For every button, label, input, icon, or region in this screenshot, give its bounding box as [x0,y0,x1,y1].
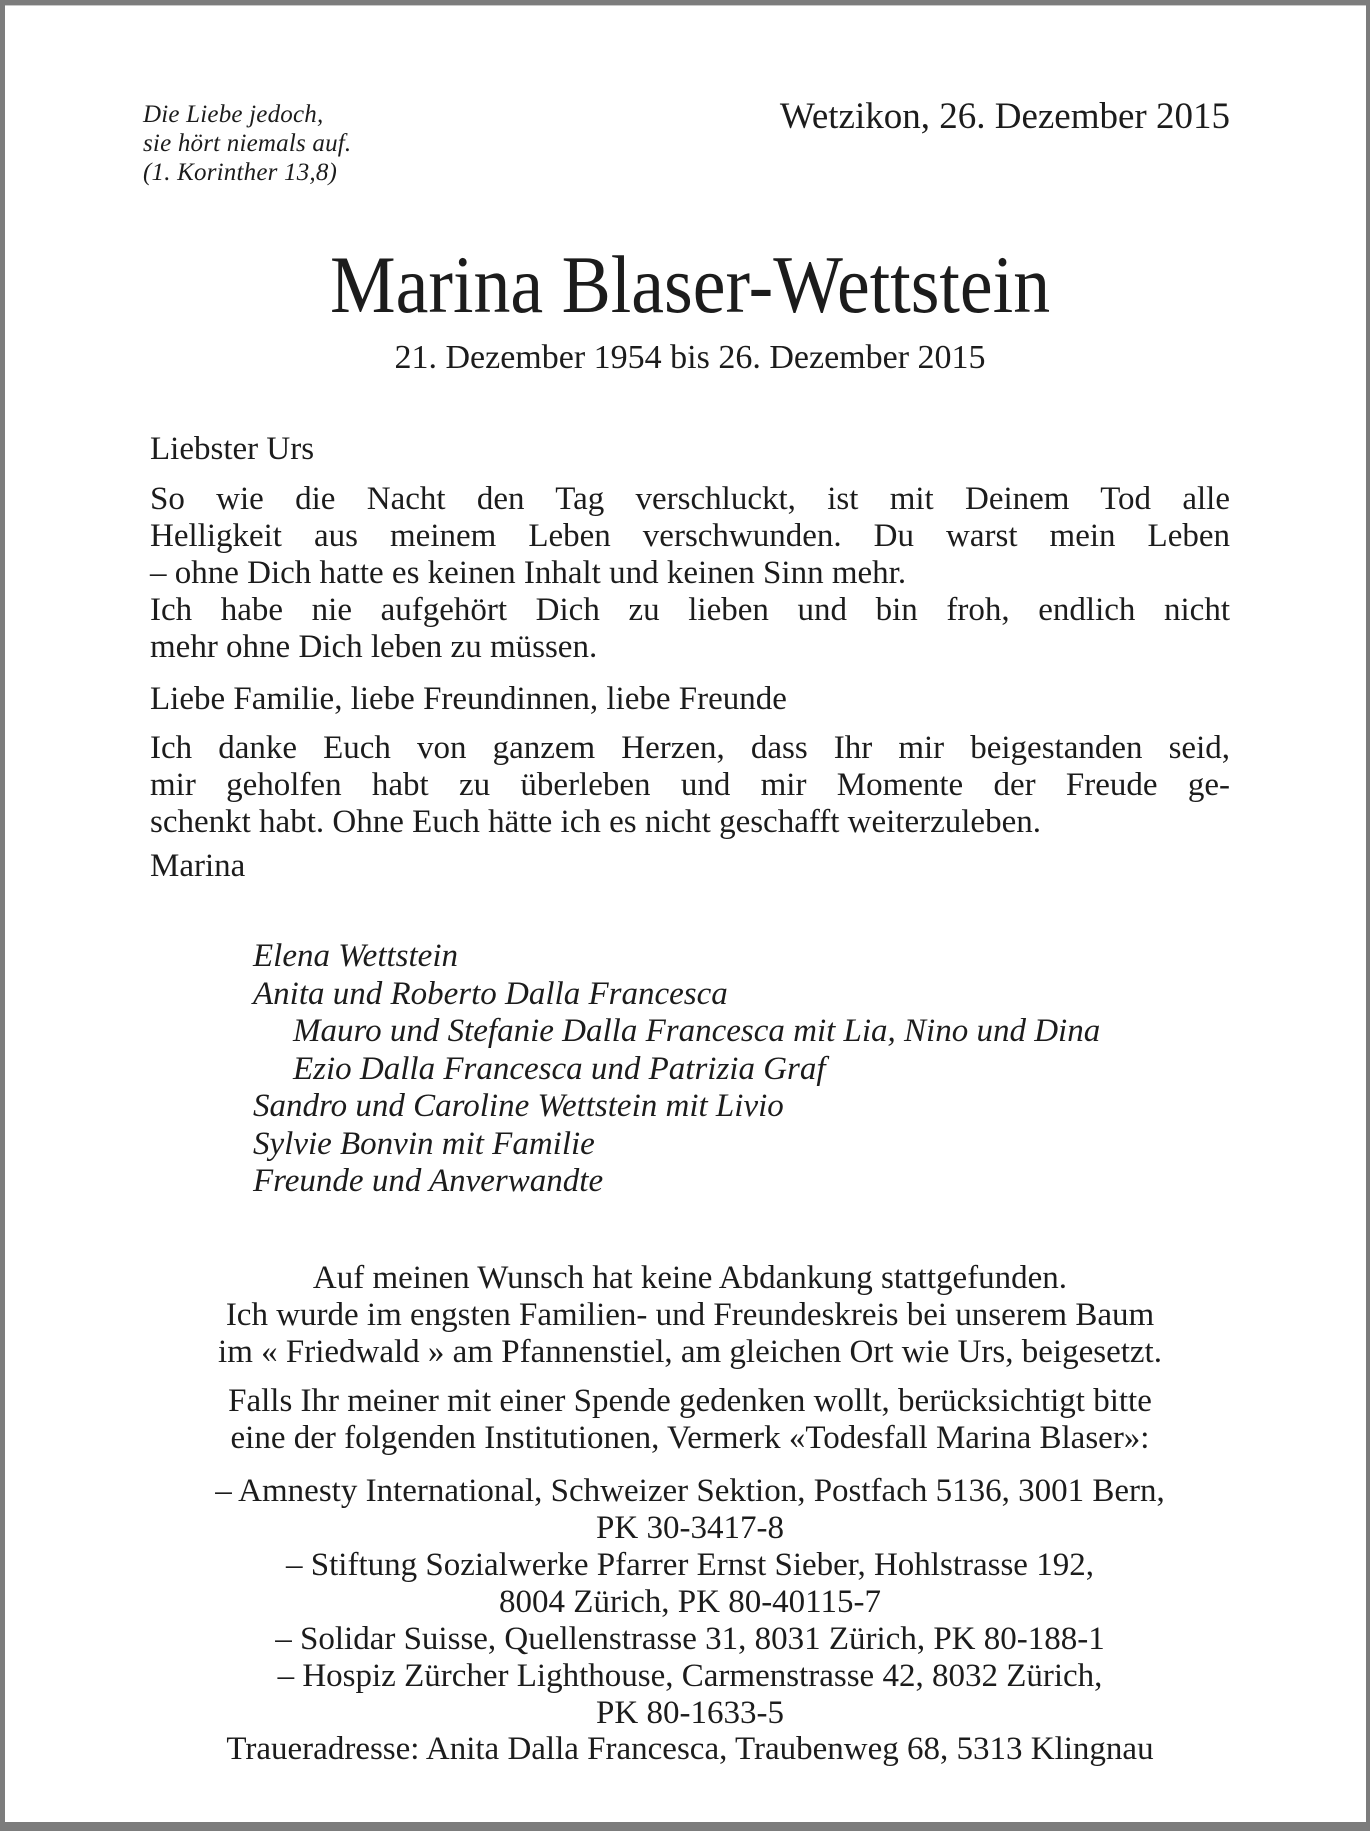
donation-intro-line: Falls Ihr meiner mit einer Spende gedenken wollt, berücksichtigt bitte [228,1383,1152,1419]
family-member: Sylvie Bonvin mit Familie [253,1125,595,1162]
family-member: Anita und Roberto Dalla Francesca [253,975,728,1012]
donation-item: – Stiftung Sozialwerke Pfarrer Ernst Sieber, Hohlstrasse 192, [286,1547,1094,1583]
donation-item: – Solidar Suisse, Quellenstrasse 31, 8031 Zürich, PK 80-188-1 [275,1621,1105,1657]
family-list [253,938,1100,1201]
quote-line: Die Liebe jedoch, [143,101,324,128]
family-member: Ezio Dalla Francesca und Patrizia Graf [293,1050,826,1087]
donation-intro [150,1383,1230,1457]
paragraph-line: – ohne Dich hatte es keinen Inhalt und keinen Sinn mehr. [150,555,907,591]
salutation-urs: Liebster Urs [150,431,315,467]
donation-intro-line: eine der folgenden Institutionen, Vermerk «Todesfall Marina Blaser»: [230,1420,1150,1456]
donation-item-pk: PK 30-3417-8 [596,1510,784,1546]
donation-item: – Hospiz Zürcher Lighthouse, Carmenstrasse 42, 8032 Zürich, [277,1658,1103,1694]
quote-source: (1. Korinther 13,8) [143,159,338,186]
donation-item-pk: 8004 Zürich, PK 80-40115-7 [499,1584,881,1620]
paragraph-line: Ich danke Euch von ganzem Herzen, dass Ihr mir beigestanden seid, [150,730,1230,766]
ceremony-note [150,1260,1230,1371]
family-member: Elena Wettstein [253,938,458,974]
paragraph-1 [150,481,1230,666]
deceased-name [150,239,1230,330]
paragraph-line: So wie die Nacht den Tag verschluckt, ist mit Deinem Tod alle [150,481,1230,517]
deceased-name-text: Marina Blaser-Wettstein [329,239,1051,330]
dateline: Wetzikon, 26. Dezember 2015 [779,96,1230,137]
paragraph-line: mir geholfen habt zu überleben und mir Momente der Freude ge- [150,767,1230,803]
family-member: Mauro und Stefanie Dalla Francesca mit Lia, Nino und Dina [293,1013,1101,1049]
paragraph-2 [150,730,1230,841]
ceremony-line: im « Friedwald » am Pfannenstiel, am gleichen Ort wie Urs, beigesetzt. [218,1334,1162,1370]
ceremony-line: Auf meinen Wunsch hat keine Abdankung stattgefunden. [312,1260,1068,1296]
life-dates: 21. Dezember 1954 bis 26. Dezember 2015 [394,339,986,376]
salutation-family: Liebe Familie, liebe Freundinnen, liebe Freunde [150,681,787,717]
donation-item: – Amnesty International, Schweizer Sektion, Postfach 5136, 3001 Bern, [215,1473,1165,1509]
paragraph-line: Helligkeit aus meinem Leben verschwunden. Du warst mein Leben [150,518,1230,554]
paragraph-line: schenkt habt. Ohne Euch hätte ich es nicht geschafft weiterzuleben. [150,804,1041,840]
family-member: Freunde und Anverwandte [253,1163,604,1199]
donation-list [150,1473,1230,1732]
family-member: Sandro und Caroline Wettstein mit Livio [253,1088,784,1124]
quote-line: sie hört niemals auf. [143,130,352,157]
ceremony-line: Ich wurde im engsten Familien- und Freundeskreis bei unserem Baum [225,1297,1155,1333]
donation-item-pk: PK 80-1633-5 [596,1695,784,1731]
mourning-address: Traueradresse: Anita Dalla Francesca, Traubenweg 68, 5313 Klingnau [226,1731,1154,1767]
signature: Marina [150,848,246,884]
paragraph-line: Ich habe nie aufgehört Dich zu lieben und bin froh, endlich nicht [150,592,1230,628]
paragraph-line: mehr ohne Dich leben zu müssen. [150,629,598,665]
